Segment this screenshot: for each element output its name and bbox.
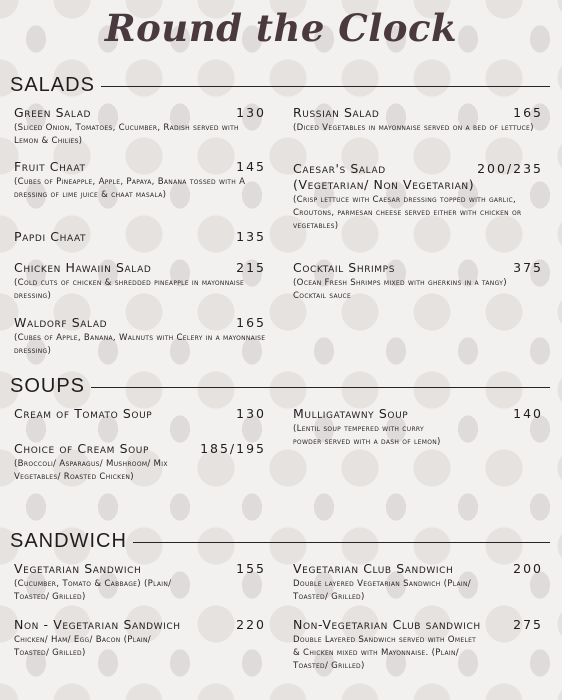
item-description: (Sliced Onion, Tomatoes, Cucumber, Radish served with Lemon & Chilies) [14, 123, 239, 146]
item-price: 375 [513, 260, 543, 275]
menu-item-non-vegetarian-club-sandwich [293, 617, 543, 673]
section-title-salads: SALADS [10, 74, 95, 96]
section-title-sandwich: SANDWICH [10, 530, 127, 552]
menu-item-papdi-chaat [14, 229, 266, 245]
item-price: 155 [236, 561, 266, 576]
item-description: (Crisp lettuce with Caesar dressing topped with garlic, Croutons, parmesan cheese served either with chicken or vegetables) [293, 195, 522, 231]
item-name: Cocktail Shrimps [293, 260, 396, 275]
item-description: (Broccoli/ Asparagus/ Mushroom/ Mix Vegetables/ Roasted Chicken) [14, 459, 168, 482]
menu-item-caesars-salad [293, 161, 543, 233]
menu-item-choice-of-cream-soup [14, 441, 266, 484]
menu-item-cream-of-tomato-soup [14, 406, 266, 422]
item-price: 140 [513, 406, 543, 421]
item-name: Russian Salad [293, 105, 380, 120]
section-divider [91, 387, 550, 389]
section-header-soups [10, 375, 550, 398]
item-price: 130 [236, 105, 266, 120]
item-name: Non - Vegetarian Sandwich [14, 617, 181, 632]
menu-item-cocktail-shrimps [293, 260, 543, 303]
item-price: 145 [236, 159, 266, 174]
menu-item-green-salad [14, 105, 266, 148]
item-subtitle: (Vegetarian/ Non Vegetarian) [293, 177, 475, 192]
item-description: Double layered Vegetarian Sandwich (Plain/ Toasted/ Grilled) [293, 579, 471, 602]
item-description: (Ocean Fresh Shrimps mixed with gherkins in a tangy) Cocktail sauce [293, 278, 507, 301]
item-price: 220 [236, 617, 266, 632]
item-name: Caesar's Salad [293, 161, 386, 176]
menu-item-waldorf-salad [14, 315, 266, 358]
item-name: Vegetarian Club Sandwich [293, 561, 454, 576]
item-description: (Diced Vegetables in mayonnaise served on a bed of lettuce) [293, 123, 534, 133]
section-divider [101, 86, 550, 88]
menu-item-russian-salad [293, 105, 543, 135]
item-price: 185/195 [200, 441, 266, 456]
item-description: Double Layered Sandwich served with Omelet & Chicken mixed with Mayonnaise. (Plain/ Toasted/ Grilled) [293, 635, 477, 671]
item-price: 165 [236, 315, 266, 330]
item-name: Chicken Hawaiin Salad [14, 260, 152, 275]
item-name: Choice of Cream Soup [14, 441, 150, 456]
item-name: Fruit Chaat [14, 159, 86, 174]
section-header-salads [10, 74, 550, 97]
item-name: Papdi Chaat [14, 229, 87, 244]
menu-item-chicken-hawaiin-salad [14, 260, 266, 303]
item-name: Non-Vegetarian Club sandwich [293, 617, 481, 632]
menu-item-fruit-chaat [14, 159, 266, 202]
item-name: Mulligatawny Soup [293, 406, 409, 421]
item-description: Chicken/ Ham/ Egg/ Bacon (Plain/ Toasted/ Grilled) [14, 635, 151, 658]
menu-item-mulligatawny-soup [293, 406, 543, 449]
section-title-soups: SOUPS [10, 375, 86, 397]
item-description: (Cucumber, Tomato & Cabbage) (Plain/ Toasted/ Grilled) [14, 579, 172, 602]
item-description: (Lentil soup tempered with curry powder served with a dash of lemon) [293, 424, 441, 447]
item-description: (Cubes of Apple, Banana, Walnuts with Celery in a mayonnaise dressing) [14, 333, 266, 356]
item-description: (Cold cuts of chicken & shredded pineapple in mayonnaise dressing) [14, 278, 245, 301]
item-price: 200/235 [477, 161, 543, 176]
item-price: 215 [236, 260, 266, 275]
item-price: 130 [236, 406, 266, 421]
menu-item-vegetarian-club-sandwich [293, 561, 543, 604]
section-divider [133, 542, 550, 544]
menu-item-non-vegetarian-sandwich [14, 617, 266, 660]
section-header-sandwich [10, 530, 550, 553]
item-price: 275 [513, 617, 543, 632]
item-name: Green Salad [14, 105, 92, 120]
menu-item-vegetarian-sandwich [14, 561, 266, 604]
menu-title: Round the Clock [104, 6, 458, 50]
item-name: Vegetarian Sandwich [14, 561, 142, 576]
item-price: 135 [236, 229, 266, 244]
item-price: 200 [513, 561, 543, 576]
item-name: Waldorf Salad [14, 315, 108, 330]
item-price: 165 [513, 105, 543, 120]
item-description: (Cubes of Pineapple, Apple, Papaya, Banana tossed with A dressing of lime juice & chaat masala) [14, 177, 246, 200]
item-name: Cream of Tomato Soup [14, 406, 153, 421]
